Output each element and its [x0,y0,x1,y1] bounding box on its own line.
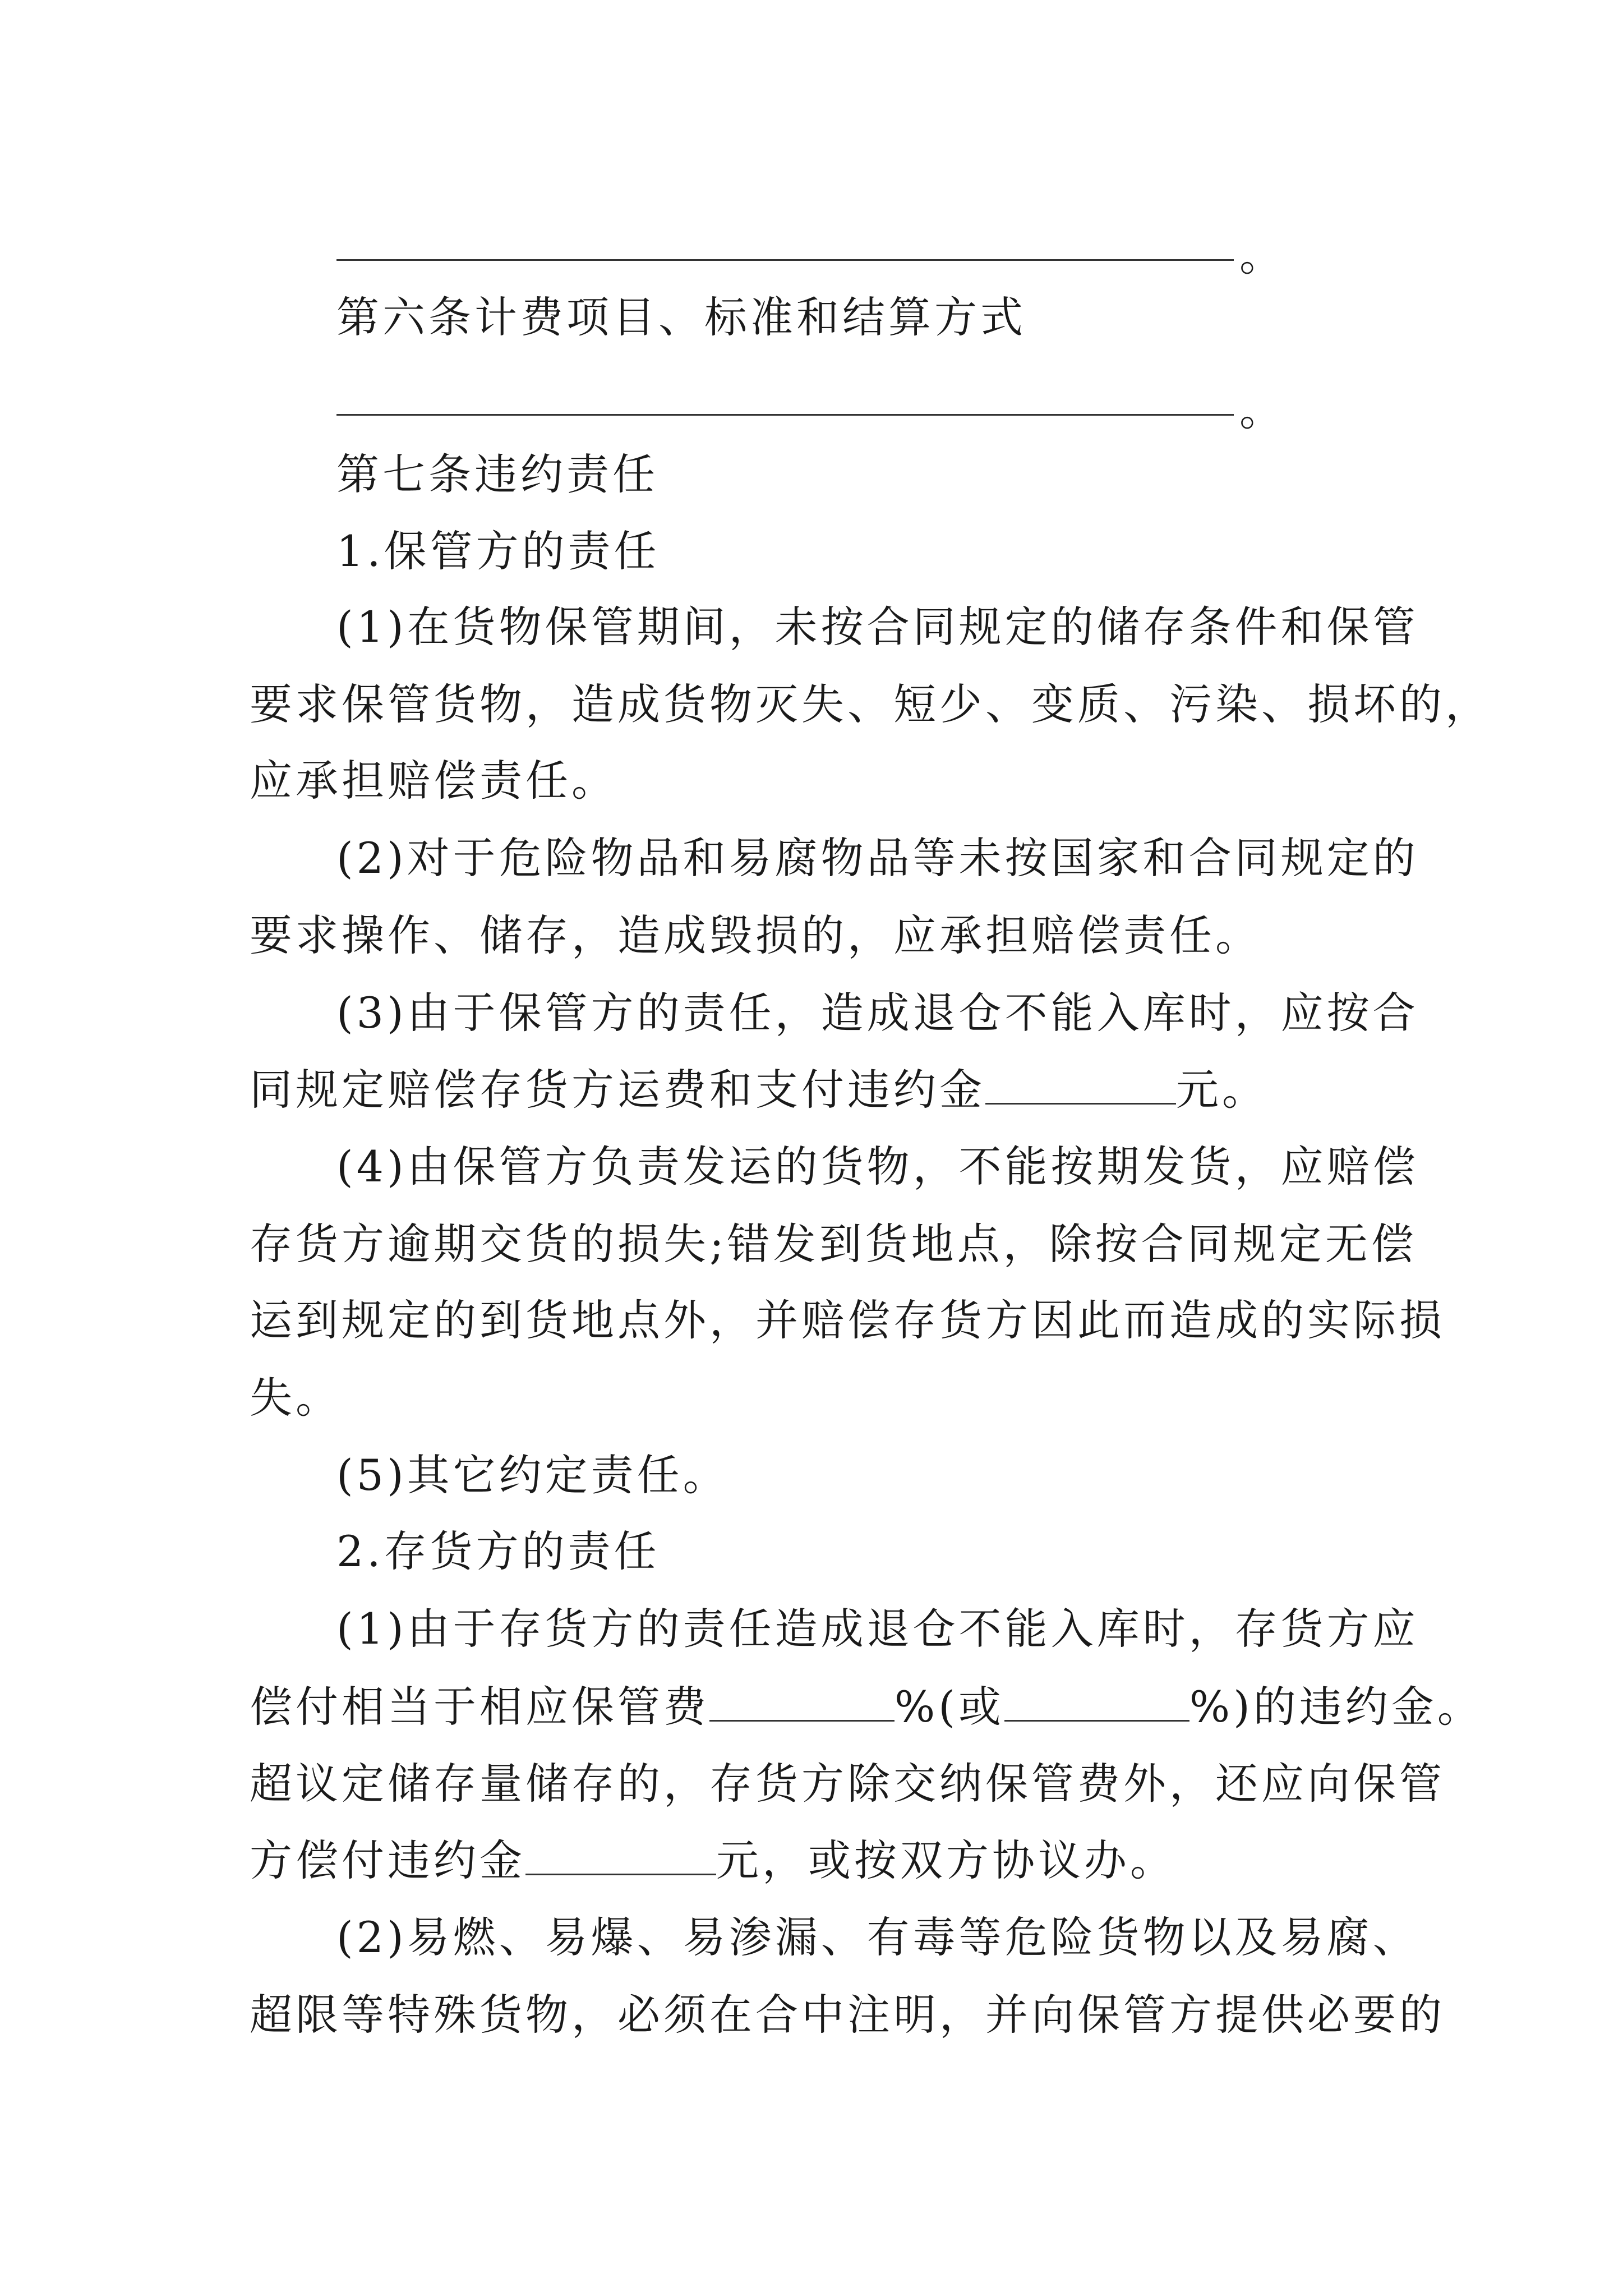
paragraph-line: 要求保管货物，造成货物灭失、短少、变质、污染、损坏的， [250,679,1491,729]
paragraph-line: 要求操作、储存，造成毁损的，应承担赔偿责任。 [250,910,1261,960]
paragraph-line: (5)其它约定责任。 [336,1450,729,1500]
part-1-title: 1.保管方的责任 [336,526,660,576]
paragraph-line: (4)由保管方负责发运的货物，不能按期发货，应赔偿 [336,1142,1419,1191]
fill-blank-line [336,259,1234,261]
paragraph-line: 应承担赔偿责任。 [250,756,617,806]
fill-blank-line [336,414,1234,416]
paragraph-line: 失。 [250,1373,342,1423]
paragraph-line: (1)由于存货方的责任造成退仓不能入库时，存货方应 [336,1604,1419,1654]
text-span: %(或 [895,1682,1004,1732]
paragraph-line: (2)对于危险物品和易腐物品等未按国家和合同规定的 [336,833,1419,883]
section-7-title: 第七条违约责任 [336,449,658,499]
paragraph-line [250,1682,1483,1732]
text-span: 偿付相当于相应保管费 [250,1682,709,1732]
fill-blank [1004,1685,1189,1722]
fill-blank [525,1839,716,1875]
text-span: 同规定赔偿存货方运费和支付违约金 [250,1065,985,1115]
period: 。 [1239,385,1282,435]
text-span: %)的违约金。 [1189,1682,1483,1732]
paragraph-line [250,1835,1176,1885]
fill-blank [985,1068,1176,1105]
paragraph-line: (1)在货物保管期间，未按合同规定的储存条件和保管 [336,602,1419,652]
paragraph-line: (3)由于保管方的责任，造成退仓不能入库时，应按合 [336,988,1419,1038]
paragraph-line: 存货方逾期交货的损失;错发到货地点，除按合同规定无偿 [250,1219,1417,1269]
paragraph-line [250,1065,1268,1115]
paragraph-line: 超限等特殊货物，必须在合中注明，并向保管方提供必要的 [250,1990,1445,2040]
text-span: 元。 [1176,1065,1268,1115]
text-span: 方偿付违约金 [250,1835,525,1885]
paragraph-line: 超议定储存量储存的，存货方除交纳保管费外，还应向保管 [250,1759,1445,1809]
paragraph-line: 运到规定的到货地点外，并赔偿存货方因此而造成的实际损 [250,1295,1445,1345]
text-span: 元，或按双方协议办。 [716,1835,1176,1885]
period: 。 [1239,231,1282,280]
part-2-title: 2.存货方的责任 [336,1526,660,1576]
paragraph-line: (2)易燃、易爆、易渗漏、有毒等危险货物以及易腐、 [336,1912,1419,1962]
section-6-title: 第六条计费项目、标准和结算方式 [336,292,1026,342]
fill-blank [709,1685,895,1722]
